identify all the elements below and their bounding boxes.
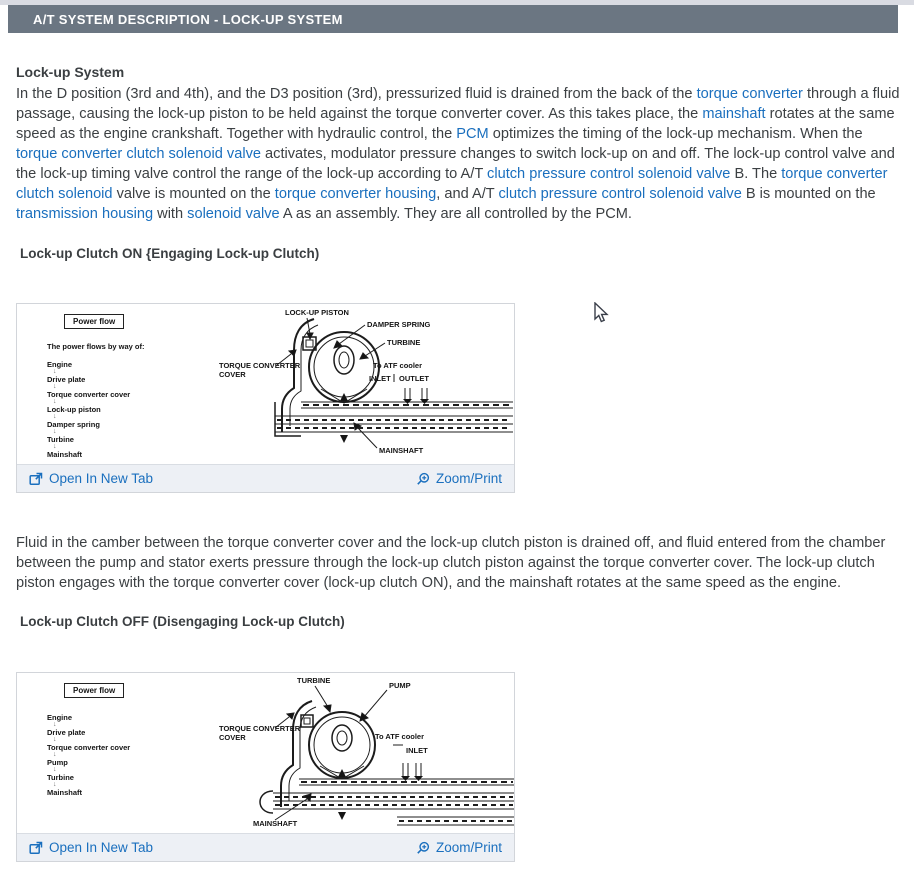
label-lock-up-piston: LOCK-UP PISTON bbox=[285, 308, 349, 317]
power-flow-step: Mainshaft bbox=[47, 788, 83, 797]
power-flow-step: Pump bbox=[47, 758, 68, 767]
label-to-atf-cooler: To ATF cooler bbox=[375, 732, 425, 741]
label-to-atf-cooler: To ATF cooler bbox=[373, 361, 423, 370]
power-flow-steps bbox=[47, 361, 217, 458]
paragraph-text: activates, modulator pressure changes to switch lock-up on and off. The lock-up control valve and the lock-up timing valve control the range of the lock-up according to A/T bbox=[16, 146, 895, 182]
power-flow-step: Drive plate bbox=[47, 728, 86, 737]
power-flow-step: Torque converter cover bbox=[47, 743, 131, 752]
power-flow-label: Power flow bbox=[64, 314, 124, 329]
figure-toolbar bbox=[17, 464, 514, 492]
label-torque-converter-cover: TORQUE CONVERTER bbox=[219, 724, 301, 733]
down-arrow-icon bbox=[53, 767, 217, 773]
label-inlet: INLET bbox=[369, 374, 391, 383]
power-flow-intro: The power flows by way of: bbox=[47, 342, 145, 351]
label-mainshaft: MAINSHAFT bbox=[253, 819, 298, 828]
torque-converter-diagram-on bbox=[217, 304, 514, 465]
paragraph-text: rotates at the same speed as the engine crankshaft. Together with hydraulic control, the bbox=[16, 106, 895, 142]
figure-clutch-on-image bbox=[17, 304, 514, 465]
power-flow-panel bbox=[47, 680, 217, 796]
power-flow-step: Engine bbox=[47, 360, 73, 369]
paragraph-text: B. The bbox=[730, 166, 782, 182]
open-in-new-tab-icon bbox=[29, 472, 43, 486]
zoom-print-icon bbox=[416, 472, 430, 486]
label-damper-spring: DAMPER SPRING bbox=[367, 320, 431, 329]
label-torque-converter-cover-2: COVER bbox=[219, 370, 246, 379]
power-flow-step: Torque converter cover bbox=[47, 390, 131, 399]
lockup-system-heading: Lock-up System bbox=[16, 64, 125, 80]
lockup-system-paragraph bbox=[16, 84, 900, 224]
mouse-cursor bbox=[593, 302, 611, 324]
power-flow-step: Lock-up piston bbox=[47, 405, 101, 414]
open-in-new-tab-icon bbox=[29, 841, 43, 855]
label-turbine: TURBINE bbox=[387, 338, 421, 347]
paragraph-text: B is mounted on the bbox=[741, 186, 876, 202]
power-flow-label: Power flow bbox=[64, 683, 124, 698]
figure-clutch-off bbox=[16, 672, 515, 862]
power-flow-step: Damper spring bbox=[47, 420, 100, 429]
power-flow-step: Turbine bbox=[47, 435, 74, 444]
term-link[interactable]: clutch pressure control solenoid valve bbox=[487, 166, 731, 182]
torque-converter-diagram-off bbox=[217, 673, 514, 834]
term-link[interactable]: torque converter bbox=[696, 86, 803, 102]
figure-toolbar bbox=[17, 833, 514, 861]
label-torque-converter-cover-2: COVER bbox=[219, 733, 246, 742]
paragraph-text: A as an assembly. They are all controlled by the PCM. bbox=[279, 206, 632, 222]
label-mainshaft: MAINSHAFT bbox=[379, 446, 424, 455]
zoom-print-link[interactable] bbox=[416, 471, 502, 486]
zoom-print-link[interactable] bbox=[416, 840, 502, 855]
power-flow-step: Mainshaft bbox=[47, 450, 83, 459]
term-link[interactable]: torque converter housing bbox=[274, 186, 437, 202]
paragraph-text: In the D position (3rd and 4th), and the D3 position (3rd), pressurized fluid is drained from the back of the bbox=[16, 86, 697, 102]
term-link[interactable]: transmission housing bbox=[16, 206, 154, 222]
open-in-new-tab-label: Open In New Tab bbox=[49, 471, 154, 486]
label-turbine: TURBINE bbox=[297, 676, 331, 685]
power-flow-steps bbox=[47, 714, 217, 796]
zoom-print-label: Zoom/Print bbox=[435, 471, 502, 486]
paragraph-text: with bbox=[153, 206, 188, 222]
figure-clutch-on bbox=[16, 303, 515, 493]
term-link[interactable]: torque converter clutch solenoid valve bbox=[16, 146, 261, 162]
open-in-new-tab-label: Open In New Tab bbox=[49, 840, 154, 855]
term-link[interactable]: torque converter clutch solenoid bbox=[16, 166, 888, 202]
label-outlet: OUTLET bbox=[399, 374, 429, 383]
power-flow-step: Turbine bbox=[47, 773, 74, 782]
down-arrow-icon bbox=[53, 429, 217, 435]
zoom-print-label: Zoom/Print bbox=[435, 840, 502, 855]
term-link[interactable]: PCM bbox=[456, 126, 489, 142]
label-inlet: INLET bbox=[406, 746, 428, 755]
power-flow-panel bbox=[47, 311, 217, 458]
page-title: A/T SYSTEM DESCRIPTION - LOCK-UP SYSTEM bbox=[33, 11, 343, 27]
fluid-description-paragraph: Fluid in the camber between the torque converter cover and the lock-up clutch piston is drained off, and fluid entered from the chamber between the pump and stator exerts pressure through the lock-up clutch piston against the torque converter cover. The lock-up clutch piston engages with the torque converter cover (lock-up clutch ON), and the mainshaft rotates at the same speed as the engine. bbox=[16, 535, 886, 591]
down-arrow-icon bbox=[53, 752, 217, 758]
label-torque-converter-cover: TORQUE CONVERTER bbox=[219, 361, 301, 370]
section-header-bar bbox=[8, 5, 898, 33]
clutch-on-subheading: Lock-up Clutch ON {Engaging Lock-up Clutch) bbox=[20, 246, 320, 261]
open-in-new-tab-link[interactable] bbox=[29, 471, 153, 486]
term-link[interactable]: clutch pressure control solenoid valve bbox=[498, 186, 742, 202]
paragraph-text: through a fluid passage, causing the lock-up piston to be held against the torque converter cover. As this takes place, the bbox=[16, 86, 900, 122]
zoom-print-icon bbox=[416, 841, 430, 855]
power-flow-step: Drive plate bbox=[47, 375, 86, 384]
label-pump: PUMP bbox=[389, 681, 411, 690]
paragraph-text: optimizes the timing of the lock-up mechanism. When the bbox=[488, 126, 863, 142]
term-link[interactable]: solenoid valve bbox=[187, 206, 280, 222]
open-in-new-tab-link[interactable] bbox=[29, 840, 153, 855]
paragraph-text: , and A/T bbox=[436, 186, 499, 202]
figure-clutch-off-image bbox=[17, 673, 514, 834]
clutch-off-subheading: Lock-up Clutch OFF (Disengaging Lock-up Clutch) bbox=[20, 614, 345, 629]
power-flow-step: Engine bbox=[47, 713, 73, 722]
paragraph-text: valve is mounted on the bbox=[112, 186, 275, 202]
term-link[interactable]: mainshaft bbox=[702, 106, 766, 122]
